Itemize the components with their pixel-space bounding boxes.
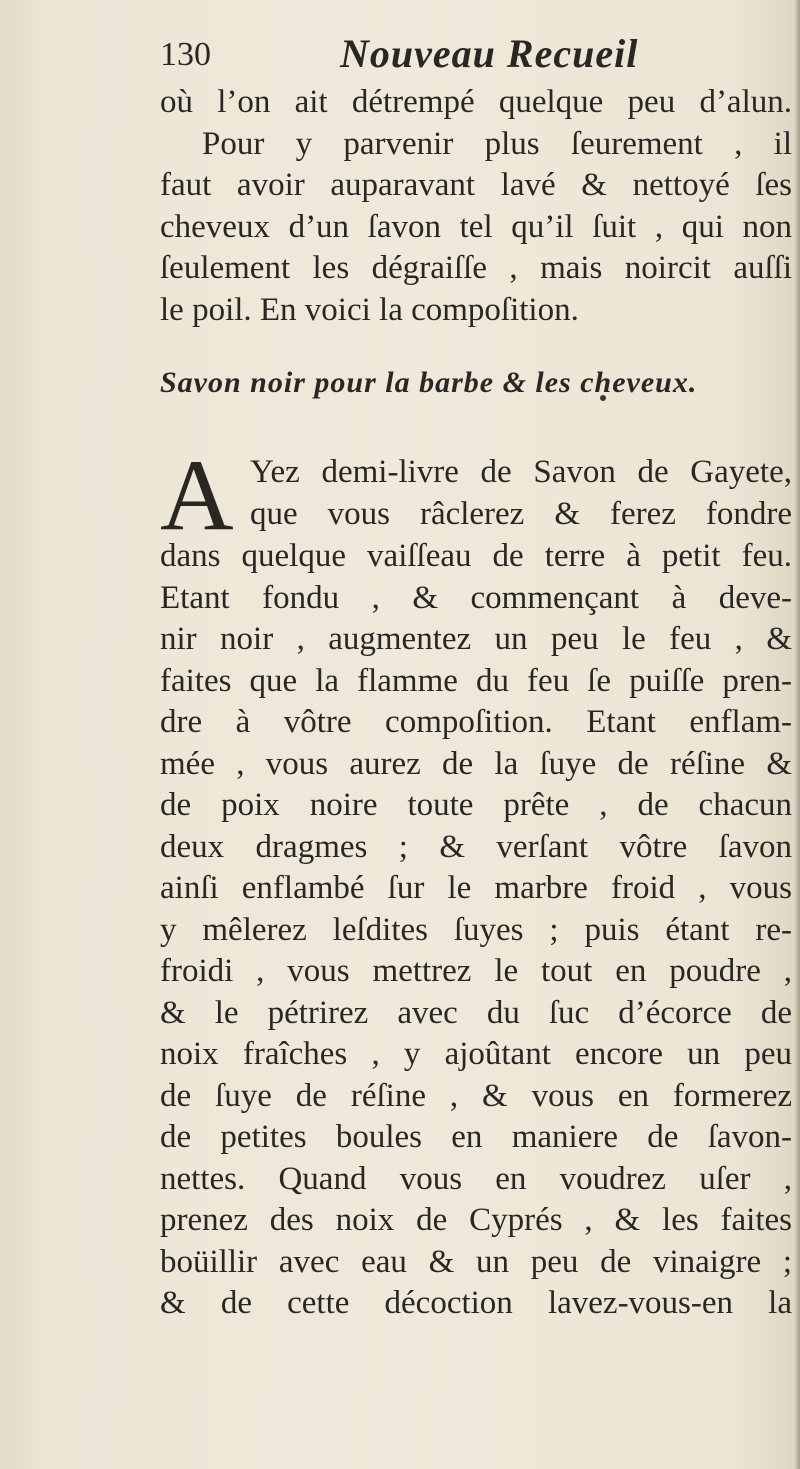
- text-line: froidi , vous mettrez le tout en poudre ,: [160, 953, 792, 989]
- text-line: Etant fondu , & commençant à deve-: [160, 579, 792, 616]
- text-line: le poil. En voici la compoſition.: [160, 291, 579, 328]
- text-line: mée , vous aurez de la ſuye de réſine &: [160, 745, 792, 782]
- text-line: de poix noire toute prête , de chacun: [160, 787, 792, 823]
- dropcap-lines: [250, 452, 792, 535]
- text-line: prenez des noix de Cyprés , & les faites: [160, 1202, 792, 1238]
- text-line: faites que la flamme du feu ſe puiſſe pren-: [160, 662, 792, 699]
- page-header: [160, 30, 780, 80]
- text-line: Yez demi-livre de Savon de Gayete,: [250, 454, 792, 490]
- text-line: ſeulement les dégraiſſe , mais noircit auſſi: [160, 250, 792, 286]
- text-line: cheveux d’un ſavon tel qu’il ſuit , qui non: [160, 208, 792, 245]
- text-line: dans quelque vaiſſeau de terre à petit feu.: [160, 538, 792, 574]
- text-line: Pour y parvenir plus ſeurement , il: [202, 125, 792, 162]
- text-line: nir noir , augmentez un peu le feu , &: [160, 621, 792, 657]
- text-line: dre à vôtre compoſition. Etant enflam-: [160, 704, 792, 740]
- text-line: noix fraîches , y ajoûtant encore un peu: [160, 1036, 792, 1072]
- text-line: deux dragmes ; & verſant vôtre ſavon: [160, 828, 792, 865]
- text-line: ainſi enflambé ſur le marbre froid , vous: [160, 870, 792, 906]
- text-line: boüillir avec eau & un peu de vinaigre ;: [160, 1243, 792, 1280]
- drop-cap: A: [160, 439, 234, 552]
- page-number: 130: [160, 36, 211, 73]
- text-line: de ſuye de réſine , & vous en formerez: [160, 1077, 792, 1114]
- text-line: & le pétrirez avec du ſuc d’écorce de: [160, 994, 792, 1031]
- text-line: de petites boules en maniere de ſavon-: [160, 1119, 792, 1155]
- text-line: y mêlerez leſdites ſuyes ; puis étant re-: [160, 911, 792, 948]
- running-title: Nouveau Recueil: [340, 31, 639, 76]
- section-heading: Savon noir pour la barbe & les cheveux.: [160, 366, 698, 399]
- text-line: nettes. Quand vous en voudrez uſer ,: [160, 1160, 792, 1197]
- intro-paragraph: [160, 82, 792, 331]
- recipe-paragraph: [160, 536, 792, 1325]
- text-line: faut avoir auparavant lavé & nettoyé ſes: [160, 167, 792, 203]
- text-line: que vous râclerez & ferez fondre: [250, 495, 792, 532]
- page-edge-shadow: [794, 0, 800, 1469]
- text-line: & de cette décoction lavez-vous-en la: [160, 1285, 792, 1321]
- text-line: où l’on ait détrempé quelque peu d’alun.: [160, 84, 792, 120]
